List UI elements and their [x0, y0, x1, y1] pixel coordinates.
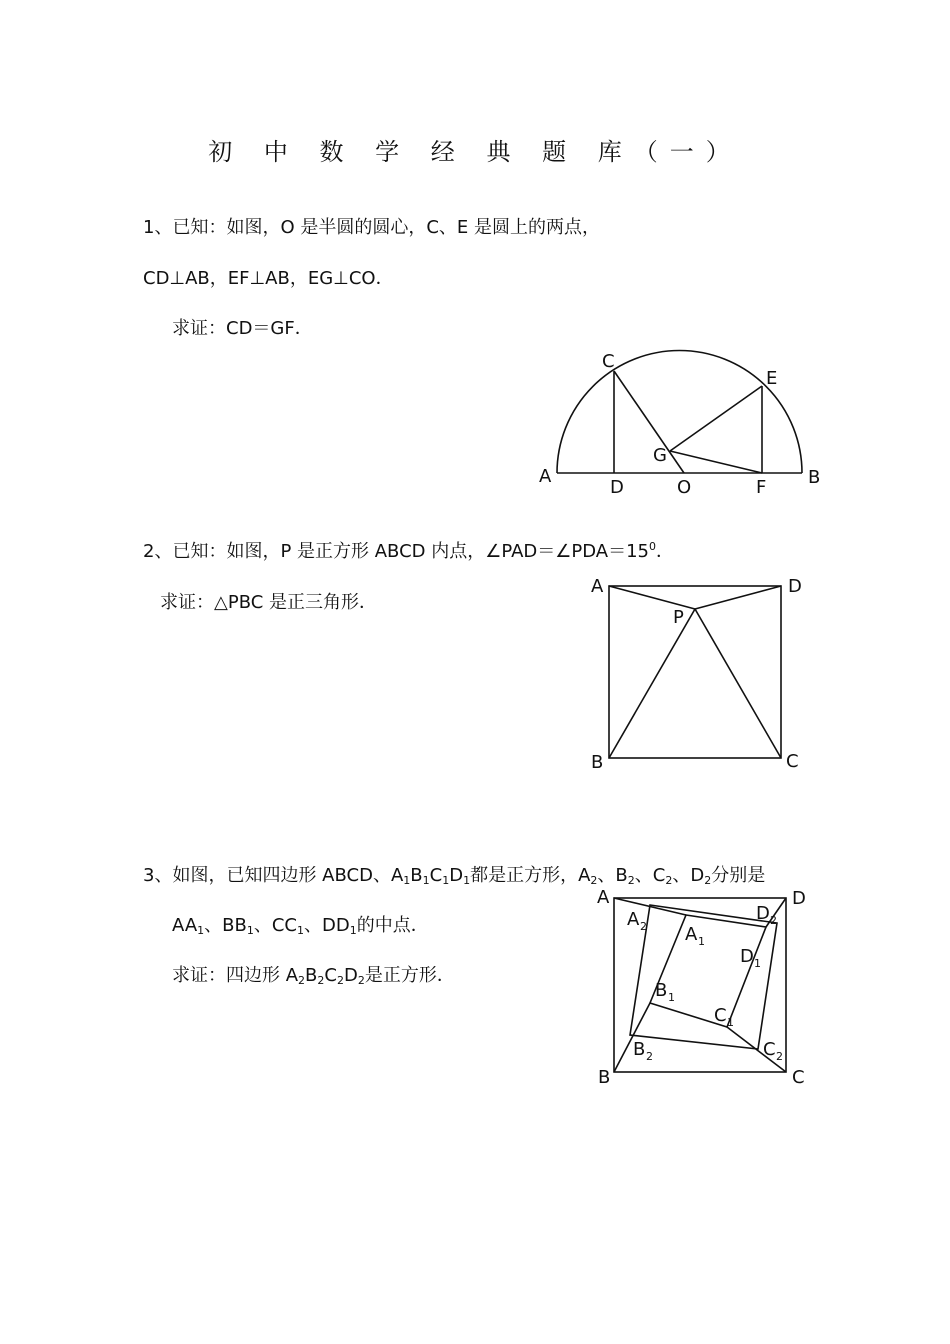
problem3-prove: 求证：四边形 $A_2B_2C_2D_2$是正方形． — [172, 965, 455, 987]
label-b2 — [633, 1039, 653, 1063]
label-d: D — [788, 576, 802, 597]
problem3-statement-line2: $AA_1$、$BB_1$、$CC_1$、$DD_1$的中点． — [172, 915, 429, 937]
label-d2 — [756, 903, 777, 927]
problem2-statement: 2、已知：如图，P 是正方形 ABCD 内点，$\angle PAD=\angle PDA=15^0$． — [143, 540, 675, 562]
svg-text:1: 1 — [754, 957, 761, 970]
label-c: C — [786, 751, 799, 772]
label-c2 — [763, 1039, 783, 1063]
svg-text:A: A — [627, 909, 640, 930]
segment-gf — [670, 451, 762, 473]
figure3-squares — [597, 887, 806, 1088]
label-o: O — [677, 477, 692, 498]
segment-bb1 — [614, 1003, 650, 1072]
svg-text:D: D — [756, 903, 770, 924]
problem1-prove: 求证：CD＝GF． — [172, 318, 313, 339]
segment-co — [614, 371, 684, 473]
page-title: 初 中 数 学 经 典 题 库（一） — [208, 138, 742, 166]
problem2-prove: 求证：△PBC 是正三角形． — [160, 592, 378, 613]
label-a1 — [685, 924, 705, 948]
label-a: A — [539, 466, 552, 487]
segment-pb — [609, 609, 695, 758]
square-a1b1c1d1 — [650, 915, 766, 1027]
segment-aa1 — [614, 898, 686, 915]
square-a2b2c2d2 — [630, 905, 777, 1049]
label-d: D — [792, 888, 806, 909]
svg-text:B: B — [655, 980, 668, 1001]
svg-text:D: D — [740, 946, 754, 967]
label-b: B — [598, 1067, 611, 1088]
label-g: G — [653, 445, 667, 466]
svg-text:2: 2 — [640, 920, 647, 933]
label-a: A — [597, 887, 610, 908]
label-b: B — [808, 467, 821, 488]
svg-text:2: 2 — [646, 1050, 653, 1063]
label-e: E — [766, 368, 778, 389]
problem1-statement-line2: CD⊥AB，EF⊥AB，EG⊥CO． — [143, 268, 394, 289]
svg-text:2: 2 — [770, 914, 777, 927]
label-p: P — [673, 607, 684, 628]
problem1-statement-line1: 1、已知：如图，O 是半圆的圆心，C、E 是圆上的两点， — [143, 217, 601, 238]
segment-pd — [695, 586, 781, 609]
svg-text:B: B — [633, 1039, 646, 1060]
segment-pc — [695, 609, 781, 758]
label-a2 — [627, 909, 647, 933]
label-b1 — [655, 980, 675, 1004]
svg-text:C: C — [714, 1005, 727, 1026]
label-c: C — [792, 1067, 805, 1088]
square-abcd — [609, 586, 781, 758]
svg-text:1: 1 — [698, 935, 705, 948]
problem3-statement-line1: 3、如图，已知四边形 ABCD、$A_1B_1C_1D_1$都是正方形，$A_2$、$B_2$、$C_2$、$D_2$分别是 — [143, 865, 766, 887]
label-a: A — [591, 576, 604, 597]
label-d: D — [610, 477, 624, 498]
svg-text:1: 1 — [668, 991, 675, 1004]
label-c: C — [602, 351, 615, 372]
label-b: B — [591, 752, 604, 773]
figure2-square — [591, 576, 802, 773]
figure1-semicircle — [539, 351, 820, 499]
svg-text:A: A — [685, 924, 698, 945]
label-f: F — [756, 477, 767, 498]
svg-text:1: 1 — [727, 1016, 734, 1029]
label-c1 — [714, 1005, 734, 1029]
svg-text:C: C — [763, 1039, 776, 1060]
svg-text:2: 2 — [776, 1050, 783, 1063]
segment-pa — [609, 586, 695, 609]
segment-eg — [670, 386, 762, 451]
